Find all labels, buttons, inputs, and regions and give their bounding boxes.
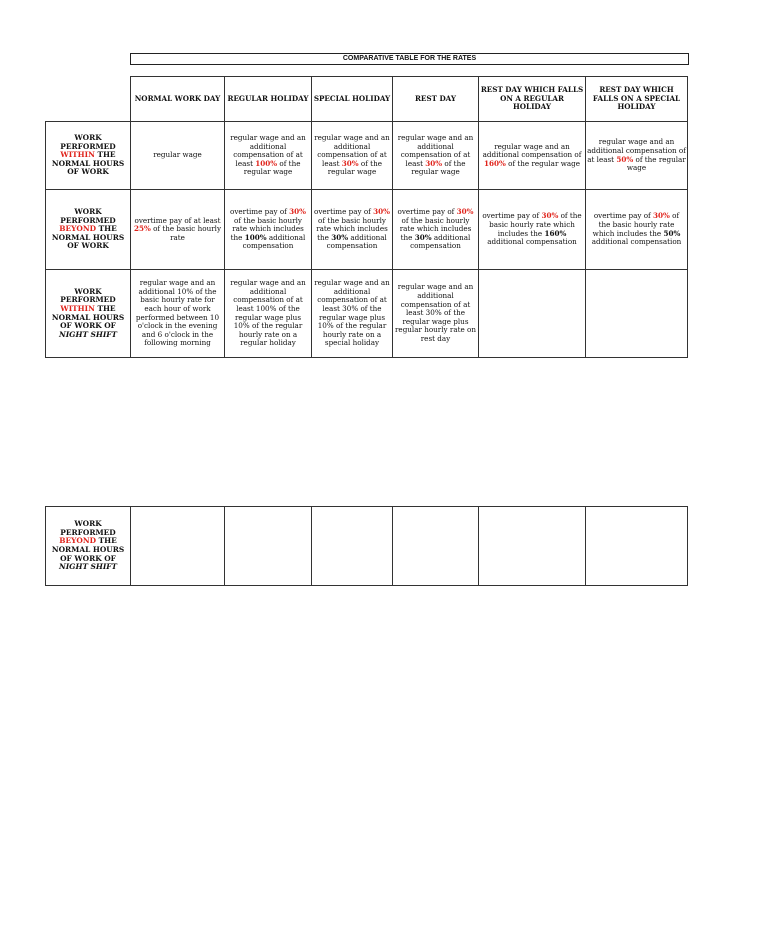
header-rest-day: REST DAY [393, 77, 479, 122]
night-shift-overtime-table [45, 506, 688, 586]
table-row [46, 507, 688, 586]
cell-night-rest-day-regular-holiday [479, 270, 586, 358]
cell-beyond-rest-day-special-holiday: overtime pay of 30% of the basic hourly rate which includes the 50% additional compensation [586, 190, 688, 270]
header-normal-work-day: NORMAL WORK DAY [131, 77, 225, 122]
empty-cell [225, 507, 312, 586]
cell-within-rest-day-special-holiday: regular wage and an additional compensation of at least 50% of the regular wage [586, 122, 688, 190]
header-row [46, 77, 688, 122]
empty-cell [479, 507, 586, 586]
cell-night-normal-work-day: regular wage and an additional 10% of the basic hourly rate for each hour of work performed between 10 o'clock in the evening and 6 o'clock in the following morning [131, 270, 225, 358]
cell-within-special-holiday: regular wage and an additional compensation of at least 30% of the regular wage [312, 122, 393, 190]
table-title: COMPARATIVE TABLE FOR THE RATES [130, 53, 689, 65]
cell-within-regular-holiday: regular wage and an additional compensation of at least 100% of the regular wage [225, 122, 312, 190]
row-label-within-night-shift: WORK PERFORMED WITHIN THE NORMAL HOURS OF WORK OF NIGHT SHIFT [46, 270, 131, 358]
cell-beyond-rest-day: overtime pay of 30% of the basic hourly rate which includes the 30% additional compensation [393, 190, 479, 270]
cell-beyond-rest-day-regular-holiday: overtime pay of 30% of the basic hourly rate which includes the 160% additional compensation [479, 190, 586, 270]
row-label-within-normal-hours: WORK PERFORMED WITHIN THE NORMAL HOURS OF WORK [46, 122, 131, 190]
empty-cell [393, 507, 479, 586]
comparative-rates-table [45, 76, 688, 358]
corner-cell [46, 77, 131, 122]
row-label-beyond-night-shift: WORK PERFORMED BEYOND THE NORMAL HOURS OF WORK OF NIGHT SHIFT [46, 507, 131, 586]
empty-cell [312, 507, 393, 586]
empty-cell [131, 507, 225, 586]
cell-beyond-normal-work-day: overtime pay of at least 25% of the basic hourly rate [131, 190, 225, 270]
table-row [46, 122, 688, 190]
row-label-beyond-normal-hours: WORK PERFORMED BEYOND THE NORMAL HOURS OF WORK [46, 190, 131, 270]
cell-night-regular-holiday: regular wage and an additional compensation of at least 100% of the regular wage plus 10% of the regular hourly rate on a regular holiday [225, 270, 312, 358]
header-special-holiday: SPECIAL HOLIDAY [312, 77, 393, 122]
header-rest-day-special-holiday: REST DAY WHICH FALLS ON A SPECIAL HOLIDAY [586, 77, 688, 122]
cell-night-rest-day: regular wage and an additional compensation of at least 30% of the regular wage plus regular hourly rate on rest day [393, 270, 479, 358]
cell-beyond-special-holiday: overtime pay of 30% of the basic hourly rate which includes the 30% additional compensation [312, 190, 393, 270]
table-row [46, 190, 688, 270]
table-row [46, 270, 688, 358]
cell-within-rest-day-regular-holiday: regular wage and an additional compensation of 160% of the regular wage [479, 122, 586, 190]
header-regular-holiday: REGULAR HOLIDAY [225, 77, 312, 122]
cell-beyond-regular-holiday: overtime pay of 30% of the basic hourly rate which includes the 100% additional compensation [225, 190, 312, 270]
cell-night-rest-day-special-holiday [586, 270, 688, 358]
empty-cell [586, 507, 688, 586]
cell-within-rest-day: regular wage and an additional compensation of at least 30% of the regular wage [393, 122, 479, 190]
cell-within-normal-work-day: regular wage [131, 122, 225, 190]
cell-night-special-holiday: regular wage and an additional compensation of at least 30% of the regular wage plus 10% of the regular hourly rate on a special holiday [312, 270, 393, 358]
header-rest-day-regular-holiday: REST DAY WHICH FALLS ON A REGULAR HOLIDAY [479, 77, 586, 122]
